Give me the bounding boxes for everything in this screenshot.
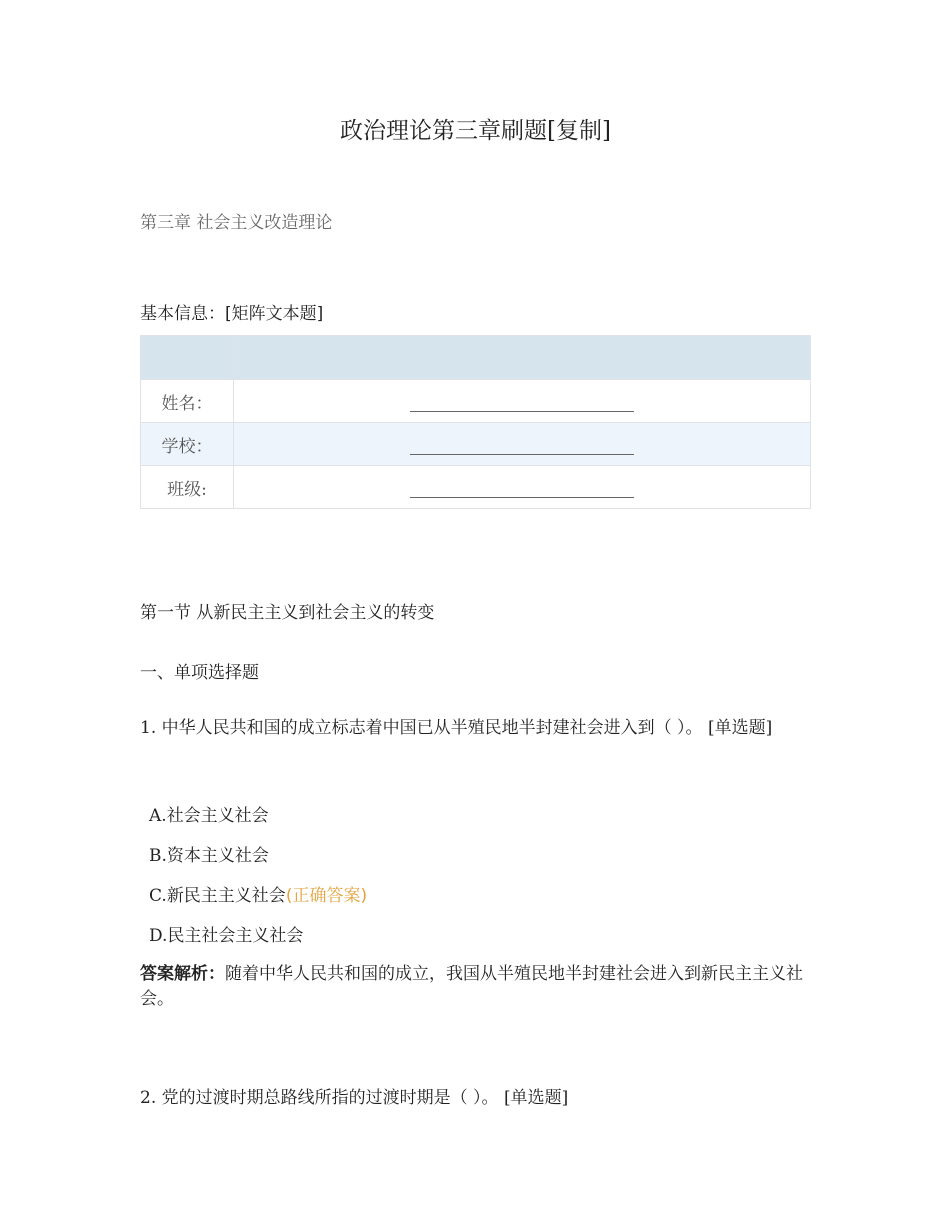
class-blank-line[interactable]: [410, 477, 634, 498]
basic-info-label: 基本信息：[矩阵文本题]: [140, 304, 324, 324]
option-d[interactable]: [149, 921, 303, 946]
option-b[interactable]: [149, 841, 269, 866]
question-1-number: 1.: [140, 718, 157, 738]
option-d-text: 民主社会主义社会: [167, 926, 304, 946]
option-b-letter: B.: [149, 846, 167, 866]
question-1-stem: 中华人民共和国的成立标志着中国已从半殖民地半封建社会进入到（ ）。: [161, 718, 703, 738]
class-label: 班级:: [141, 466, 234, 509]
option-a-text: 社会主义社会: [166, 806, 269, 826]
section-heading: 第一节 从新民主主义到社会主义的转变: [140, 603, 435, 623]
question-1-text: [140, 709, 811, 747]
question-2-type: [单选题]: [503, 1088, 569, 1108]
question-1-type: [单选题]: [707, 718, 773, 738]
basic-info-table: [140, 335, 811, 509]
name-field[interactable]: [234, 380, 811, 423]
name-blank-line[interactable]: [410, 391, 634, 412]
question-group-heading: 一、单项选择题: [140, 663, 259, 683]
option-a[interactable]: [149, 801, 269, 826]
option-c-text: 新民主主义社会: [166, 886, 286, 906]
question-2-stem: 党的过渡时期总路线所指的过渡时期是（ ）。: [161, 1088, 499, 1108]
option-c[interactable]: [149, 881, 367, 906]
school-label: 学校：: [141, 423, 234, 466]
option-a-letter: A.: [149, 806, 167, 826]
question-2-number: 2.: [140, 1088, 157, 1108]
table-header-cell: [141, 336, 234, 380]
class-field[interactable]: [234, 466, 811, 509]
table-row-name: [141, 380, 811, 423]
table-row-class: [141, 466, 811, 509]
question-2-text: [140, 1079, 811, 1117]
option-d-letter: D.: [149, 926, 168, 946]
table-header-row: [141, 336, 811, 380]
chapter-heading: 第三章 社会主义改造理论: [140, 213, 333, 233]
answer-analysis: [140, 962, 811, 1012]
option-c-letter: C.: [149, 886, 167, 906]
page-title: 政治理论第三章刷题[复制]: [340, 118, 611, 144]
analysis-text: 随着中华人民共和国的成立，我国从半殖民地半封建社会进入到新民主主义社会。: [140, 964, 803, 1009]
table-header-cell: [234, 336, 811, 380]
school-blank-line[interactable]: [410, 434, 634, 455]
table-row-school: [141, 423, 811, 466]
name-label: 姓名：: [141, 380, 234, 423]
option-b-text: 资本主义社会: [166, 846, 269, 866]
analysis-label: 答案解析：: [140, 964, 225, 984]
school-field[interactable]: [234, 423, 811, 466]
correct-answer-mark: (正确答案): [285, 886, 368, 906]
